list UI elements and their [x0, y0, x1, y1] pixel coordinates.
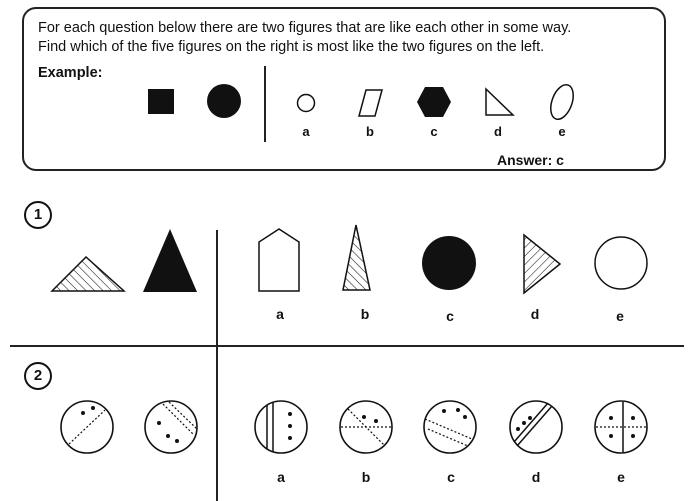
example-option-b-label: b: [366, 124, 374, 139]
q1-option-b-figure: [342, 224, 372, 292]
q1-option-b-label: b: [360, 306, 370, 322]
q2-option-e-label: e: [617, 469, 625, 485]
example-option-d-figure: [485, 88, 515, 116]
example-option-a-label: a: [302, 124, 310, 139]
q2-option-c-figure: [422, 399, 478, 455]
question-2-number: 2: [24, 362, 52, 390]
q1-option-a-label: a: [276, 306, 284, 322]
q1-option-d-figure: [522, 233, 562, 295]
q1-given-filled-triangle: [142, 228, 198, 294]
q1-option-a-figure: [257, 228, 301, 292]
example-option-e-figure: [547, 82, 577, 122]
q2-given-figure-1: [59, 399, 115, 455]
q1-option-e-label: e: [616, 308, 624, 324]
q2-option-b-figure: [338, 399, 394, 455]
q2-option-b-label: b: [361, 469, 371, 485]
q1-option-c-figure: [422, 236, 478, 292]
example-option-e-label: e: [558, 124, 566, 139]
example-heading: Example:: [38, 65, 103, 81]
example-figure-filled-circle: [206, 83, 244, 121]
q2-option-c-label: c: [447, 469, 455, 485]
example-option-c-label: c: [430, 124, 438, 139]
q1-option-c-label: c: [446, 308, 454, 324]
q1-option-d-label: d: [530, 306, 540, 322]
instruction-line-2: Find which of the five figures on the right is most like the two figures on the left.: [38, 39, 545, 55]
example-figure-filled-square: [148, 89, 176, 115]
q1-given-hatched-triangle: [50, 255, 126, 293]
example-option-b-figure: [358, 89, 384, 119]
question-1-number: 1: [24, 201, 52, 229]
q2-option-d-label: d: [531, 469, 541, 485]
q1-option-e-figure: [594, 236, 650, 292]
instruction-line-1: For each question below there are two figures that are like each other in some way.: [38, 20, 572, 36]
example-option-c-figure: [416, 86, 452, 118]
question-separator: [10, 345, 684, 347]
q2-option-d-figure: [508, 399, 564, 455]
question-grid-divider: [216, 230, 218, 501]
q2-option-a-label: a: [277, 469, 285, 485]
example-option-d-label: d: [494, 124, 502, 139]
q2-option-a-figure: [253, 399, 309, 455]
example-answer: Answer: c: [497, 152, 564, 168]
example-divider: [264, 66, 266, 142]
example-option-a-figure: [296, 93, 316, 113]
q2-option-e-figure: [593, 399, 649, 455]
q2-given-figure-2: [143, 399, 199, 455]
